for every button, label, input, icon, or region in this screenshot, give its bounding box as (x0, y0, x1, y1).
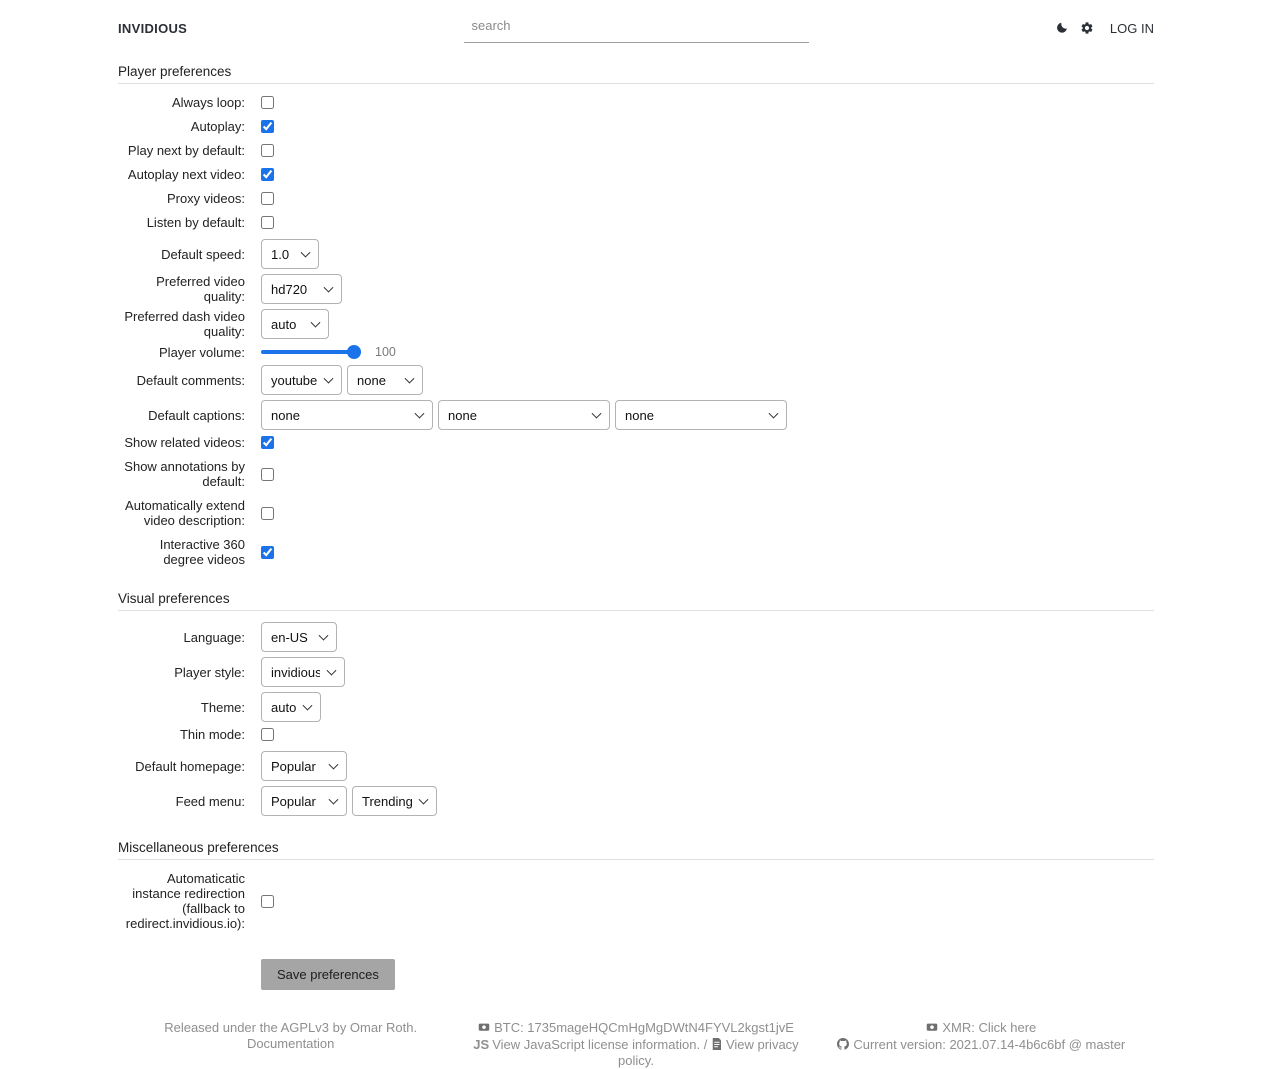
preferences-link[interactable] (1079, 20, 1095, 36)
coin-icon (926, 1021, 938, 1037)
field-label: Player style: (174, 664, 245, 680)
search-form (464, 14, 809, 43)
field-label: Show annotations by default: (124, 459, 245, 489)
login-link[interactable]: LOG IN (1109, 20, 1154, 36)
field-label: Language: (183, 629, 245, 645)
footer-version-column (809, 1020, 1154, 1069)
gear-icon (1080, 21, 1094, 35)
coin-icon (478, 1021, 490, 1037)
search-input[interactable] (464, 14, 809, 43)
pref-row-language (118, 622, 1154, 652)
footer-separator: / (703, 1036, 708, 1052)
github-icon (837, 1038, 849, 1054)
listen-default-checkbox[interactable] (261, 216, 274, 229)
comments-source-1-select[interactable] (261, 365, 342, 395)
header-actions (809, 20, 1155, 36)
pref-row-autoplay (118, 119, 1154, 134)
homepage-select[interactable] (261, 751, 347, 781)
btc-address: BTC: 1735mageHQCmHgMgDWtN4FYVL2kgst1jvE (494, 1020, 794, 1035)
moon-icon (1055, 21, 1069, 35)
field-label: Automatically extend video description: (125, 498, 245, 528)
divider (118, 83, 1154, 84)
field-label: Feed menu: (175, 793, 245, 809)
player-style-select[interactable] (261, 657, 345, 687)
pref-row-proxy-videos (118, 191, 1154, 206)
pref-row-default-captions (118, 400, 1154, 430)
pref-row-default-comments (118, 365, 1154, 395)
extend-description-checkbox[interactable] (261, 507, 274, 520)
field-label: Show related videos: (124, 435, 245, 450)
divider (118, 610, 1154, 611)
pref-row-vr360 (118, 537, 1154, 567)
field-label: Default homepage: (135, 758, 245, 774)
field-label: Thin mode: (179, 727, 245, 742)
feed-menu-2-select[interactable] (352, 786, 437, 816)
instance-redirect-checkbox[interactable] (261, 895, 274, 908)
pref-row-listen-default (118, 215, 1154, 230)
field-label: Preferred dash video quality: (124, 309, 245, 339)
always-loop-checkbox[interactable] (261, 96, 274, 109)
vr360-checkbox[interactable] (261, 546, 274, 559)
volume-value: 100 (375, 345, 396, 359)
brand-link[interactable]: INVIDIOUS (118, 20, 188, 36)
pref-row-dash-quality (118, 309, 1154, 339)
pref-row-default-speed (118, 239, 1154, 269)
field-label: Theme: (200, 699, 245, 715)
field-label: Interactive 360 degree videos (159, 537, 245, 567)
pref-row-instance-redirect (118, 871, 1154, 931)
document-icon (711, 1038, 722, 1054)
pref-row-related-videos (118, 435, 1154, 450)
theme-select[interactable] (261, 692, 321, 722)
dark-mode-toggle[interactable] (1054, 20, 1070, 36)
pref-row-thin-mode (118, 727, 1154, 742)
save-preferences-button[interactable]: Save preferences (261, 959, 395, 990)
related-videos-checkbox[interactable] (261, 436, 274, 449)
annotations-checkbox[interactable] (261, 468, 274, 481)
captions-3-select[interactable] (615, 400, 787, 430)
privacy-policy-link[interactable]: View privacy policy. (618, 1036, 799, 1068)
field-label: Listen by default: (146, 215, 245, 230)
proxy-videos-checkbox[interactable] (261, 192, 274, 205)
captions-1-select[interactable] (261, 400, 433, 430)
pref-row-player-volume (118, 344, 1154, 360)
field-label: Proxy videos: (166, 191, 245, 206)
footer-license-column (118, 1020, 463, 1069)
field-label: Default comments: (136, 372, 245, 388)
footer-donate-column (463, 1020, 808, 1069)
field-label: Autoplay next video: (127, 167, 245, 182)
field-label: Default captions: (148, 407, 245, 423)
field-label: Automaticatic instance redirection (fallback to redirect.invidious.io): (125, 871, 245, 931)
field-label: Player volume: (159, 344, 245, 360)
thin-mode-checkbox[interactable] (261, 728, 274, 741)
dash-quality-select[interactable] (261, 309, 329, 339)
divider (118, 859, 1154, 860)
player-volume-slider[interactable] (261, 344, 361, 360)
autoplay-checkbox[interactable] (261, 120, 274, 133)
license-text: Released under the AGPLv3 by Omar Roth. (164, 1020, 418, 1035)
pref-row-feed-menu (118, 786, 1154, 816)
section-title-visual: Visual preferences (118, 591, 230, 606)
default-speed-select[interactable] (261, 239, 319, 269)
section-title-player: Player preferences (118, 64, 232, 79)
pref-row-player-style (118, 657, 1154, 687)
feed-menu-1-select[interactable] (261, 786, 347, 816)
top-navbar (118, 0, 1154, 42)
pref-row-play-next (118, 143, 1154, 158)
field-label: Always loop: (172, 95, 245, 110)
autoplay-next-checkbox[interactable] (261, 168, 274, 181)
field-label: Play next by default: (127, 143, 245, 158)
pref-row-video-quality (118, 274, 1154, 304)
captions-2-select[interactable] (438, 400, 610, 430)
version-text: Current version: 2021.07.14-4b6c6bf @ master (853, 1036, 1126, 1052)
js-icon: JS (473, 1036, 490, 1052)
footer (118, 1020, 1154, 1069)
pref-row-homepage (118, 751, 1154, 781)
pref-row-theme (118, 692, 1154, 722)
field-label: Preferred video quality: (156, 274, 245, 304)
documentation-link[interactable]: Documentation (246, 1035, 335, 1051)
page-container (118, 0, 1154, 1069)
pref-row-autoplay-next (118, 167, 1154, 182)
video-quality-select[interactable] (261, 274, 342, 304)
pref-row-always-loop (118, 95, 1154, 110)
js-license-link[interactable]: View JavaScript license information. (492, 1036, 701, 1052)
play-next-checkbox[interactable] (261, 144, 274, 157)
comments-source-2-select[interactable] (347, 365, 423, 395)
section-title-misc: Miscellaneous preferences (118, 840, 279, 855)
xmr-link[interactable]: XMR: Click here (942, 1020, 1037, 1035)
pref-row-extend-description (118, 498, 1154, 528)
field-label: Default speed: (161, 246, 245, 262)
field-label: Autoplay: (190, 119, 245, 134)
pref-row-annotations (118, 459, 1154, 489)
language-select[interactable] (261, 622, 337, 652)
